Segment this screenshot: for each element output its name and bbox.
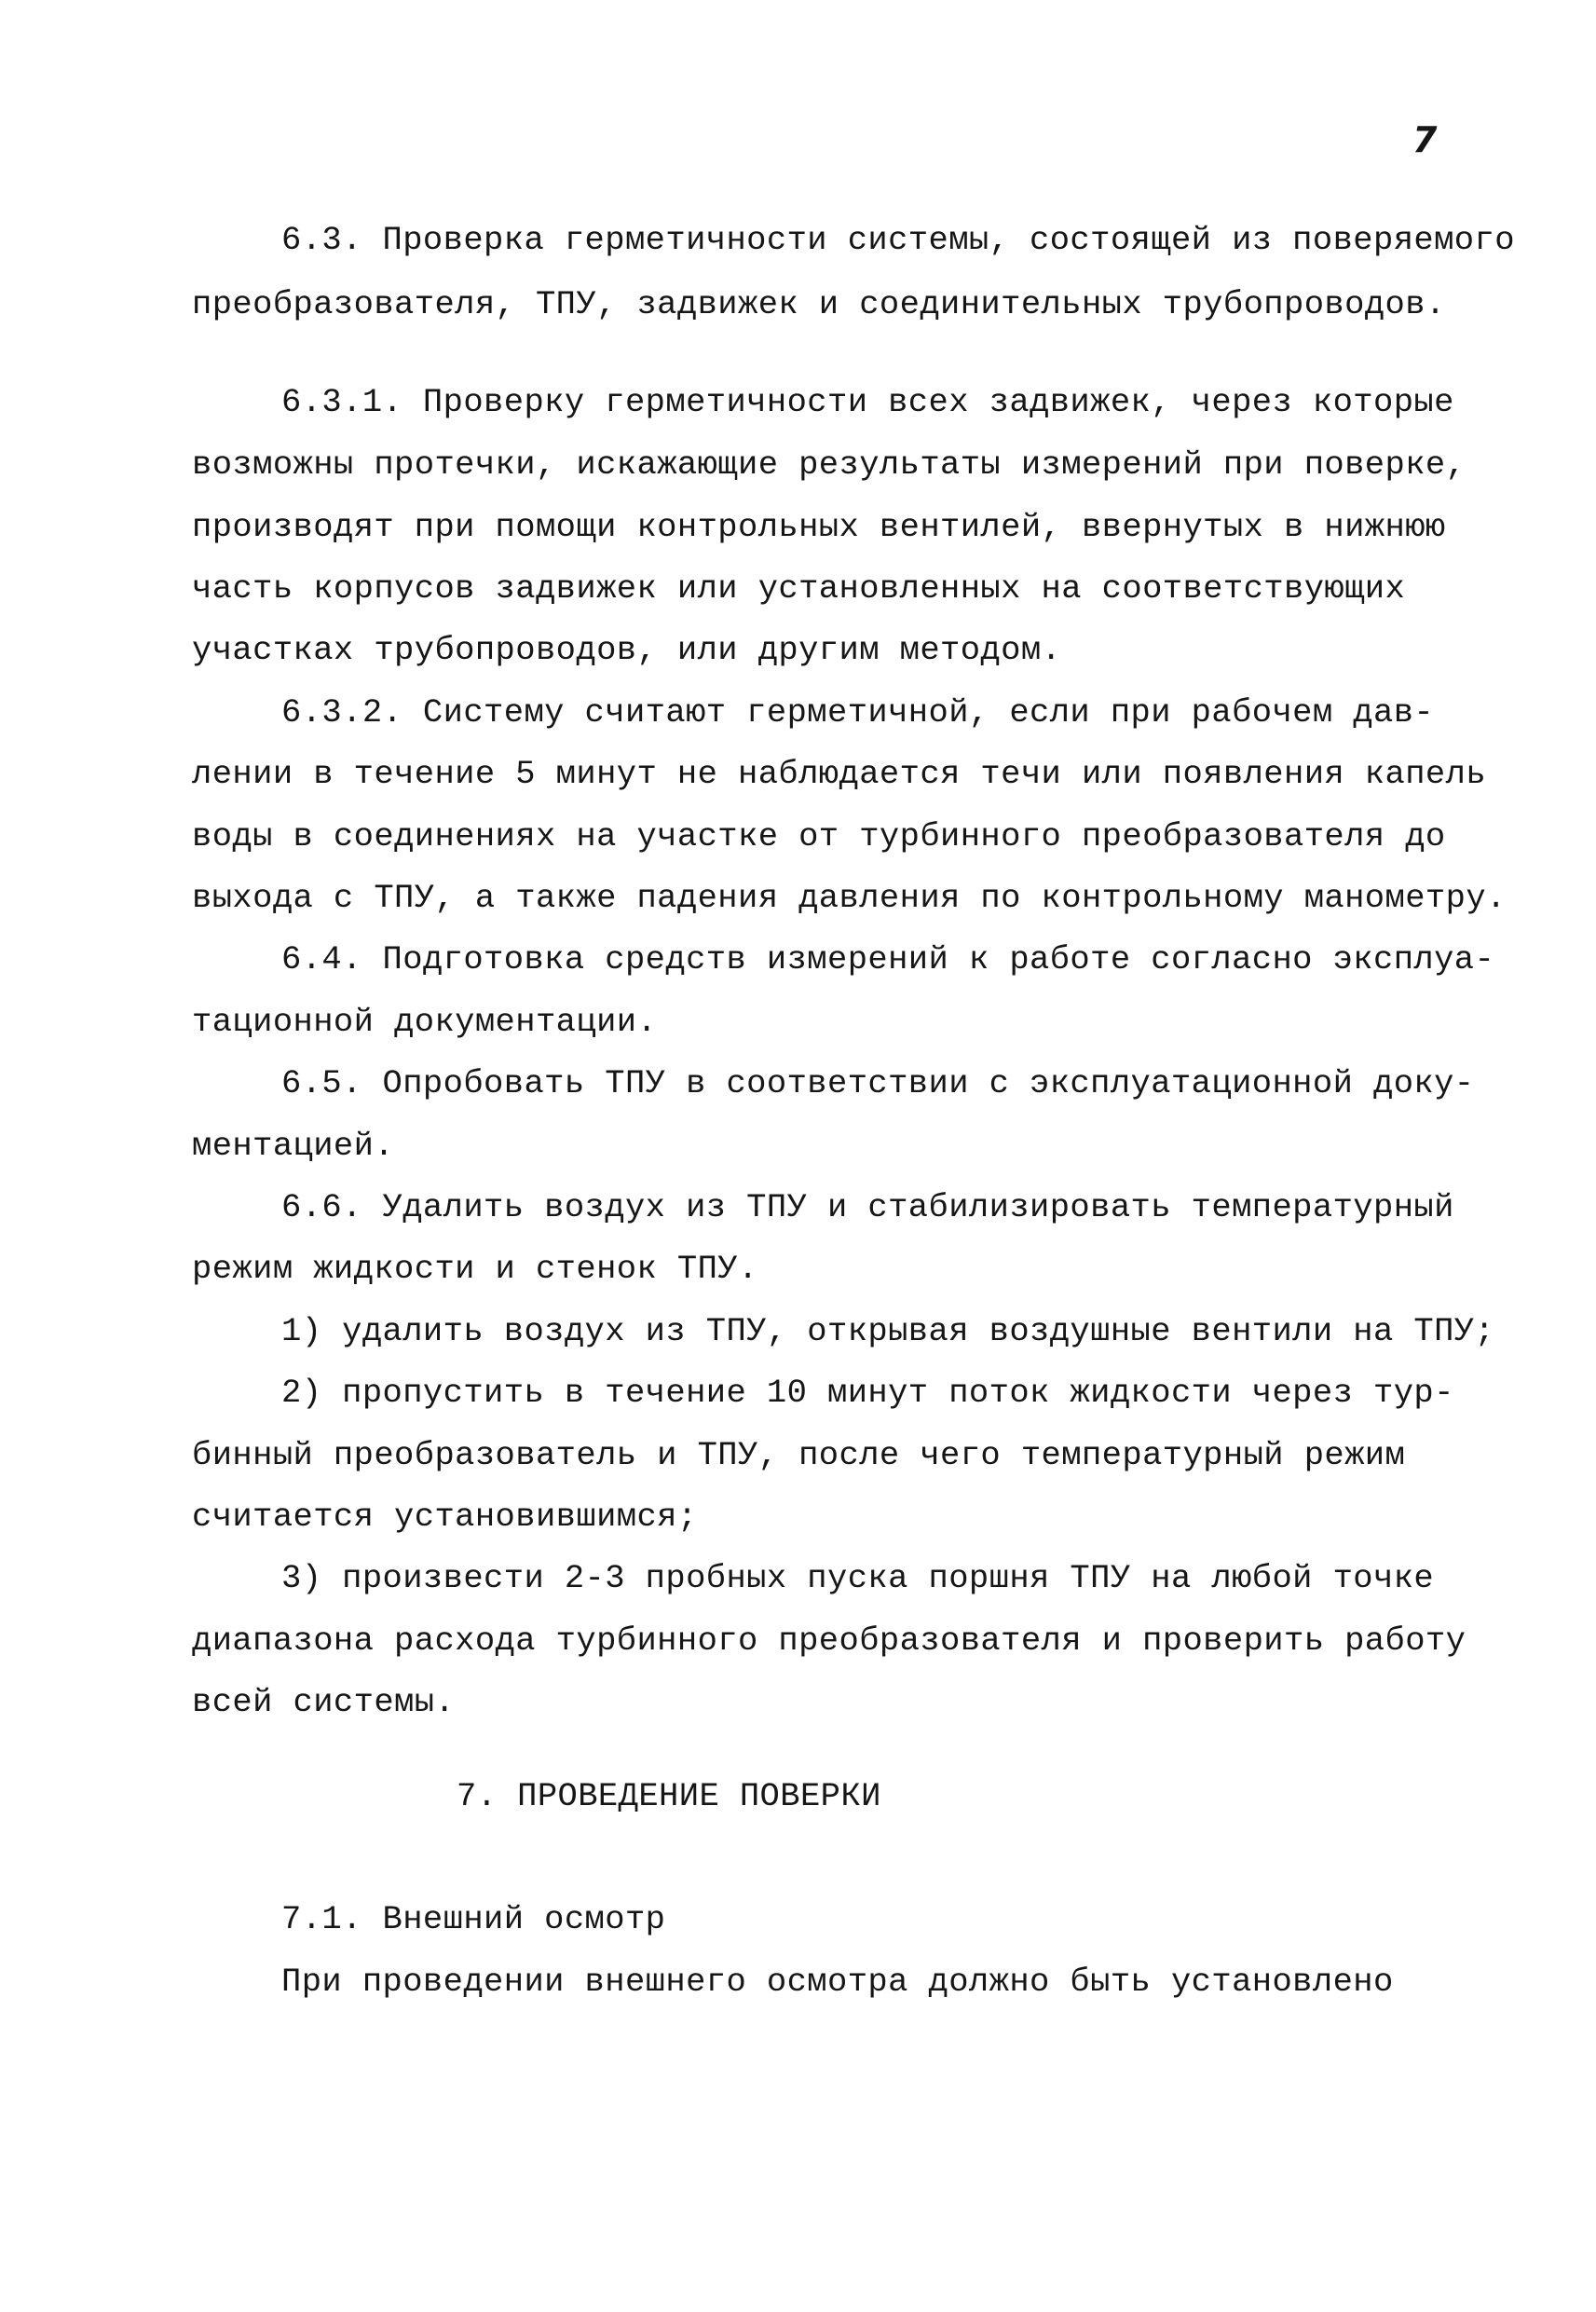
text-line: 2) пропустить в течение 10 минут поток жидкости через тур- <box>281 1374 1454 1412</box>
section-heading: 7. ПРОВЕДЕНИЕ ПОВЕРКИ <box>457 1777 881 1815</box>
text-line: 6.3. Проверка герметичности системы, состоящей из поверяемого <box>281 221 1515 259</box>
text-line: 1) удалить воздух из ТПУ, открывая воздушные вентили на ТПУ; <box>281 1312 1495 1350</box>
text-line: 6.6. Удалить воздух из ТПУ и стабилизировать температурный <box>281 1188 1454 1226</box>
text-line: всей системы. <box>192 1683 456 1721</box>
text-line: диапазона расхода турбинного преобразователя и проверить работу <box>192 1621 1466 1660</box>
text-line: 3) произвести 2-3 пробных пуска поршня ТПУ на любой точке <box>281 1559 1435 1597</box>
text-line: При проведении внешнего осмотра должно быть установлено <box>281 1963 1394 2001</box>
text-line: 6.5. Опробовать ТПУ в соответствии с эксплуатационной доку- <box>281 1064 1475 1102</box>
page-number: 7 <box>1412 119 1438 160</box>
text-line: считается установившимся; <box>192 1498 698 1536</box>
text-line: тационной документации. <box>192 1003 658 1041</box>
text-line: бинный преобразователь и ТПУ, после чего температурный режим <box>192 1436 1406 1474</box>
text-line: лении в течение 5 минут не наблюдается течи или появления капель <box>192 755 1487 793</box>
text-line: воды в соединениях на участке от турбинного преобразователя до <box>192 817 1446 855</box>
subsection-heading: 7.1. Внешний осмотр <box>281 1900 666 1938</box>
text-line: возможны протечки, искажающие результаты измерений при поверке, <box>192 445 1466 484</box>
text-line: преобразователя, ТПУ, задвижек и соединительных трубопроводов. <box>192 285 1446 323</box>
text-line: режим жидкости и стенок ТПУ. <box>192 1250 758 1288</box>
text-line: 6.3.1. Проверку герметичности всех задвижек, через которые <box>281 383 1454 421</box>
text-line: участках трубопроводов, или другим методом. <box>192 631 1062 669</box>
text-line: ментацией. <box>192 1127 395 1165</box>
text-line: выхода с ТПУ, а также падения давления по контрольному манометру. <box>192 879 1507 917</box>
text-line: производят при помощи контрольных вентилей, ввернутых в нижнюю <box>192 508 1446 546</box>
text-line: часть корпусов задвижек или установленных на соответствующих <box>192 569 1406 608</box>
text-line: 6.4. Подготовка средств измерений к работе согласно эксплуа- <box>281 940 1495 978</box>
text-line: 6.3.2. Систему считают герметичной, если при рабочем дав- <box>281 693 1435 732</box>
